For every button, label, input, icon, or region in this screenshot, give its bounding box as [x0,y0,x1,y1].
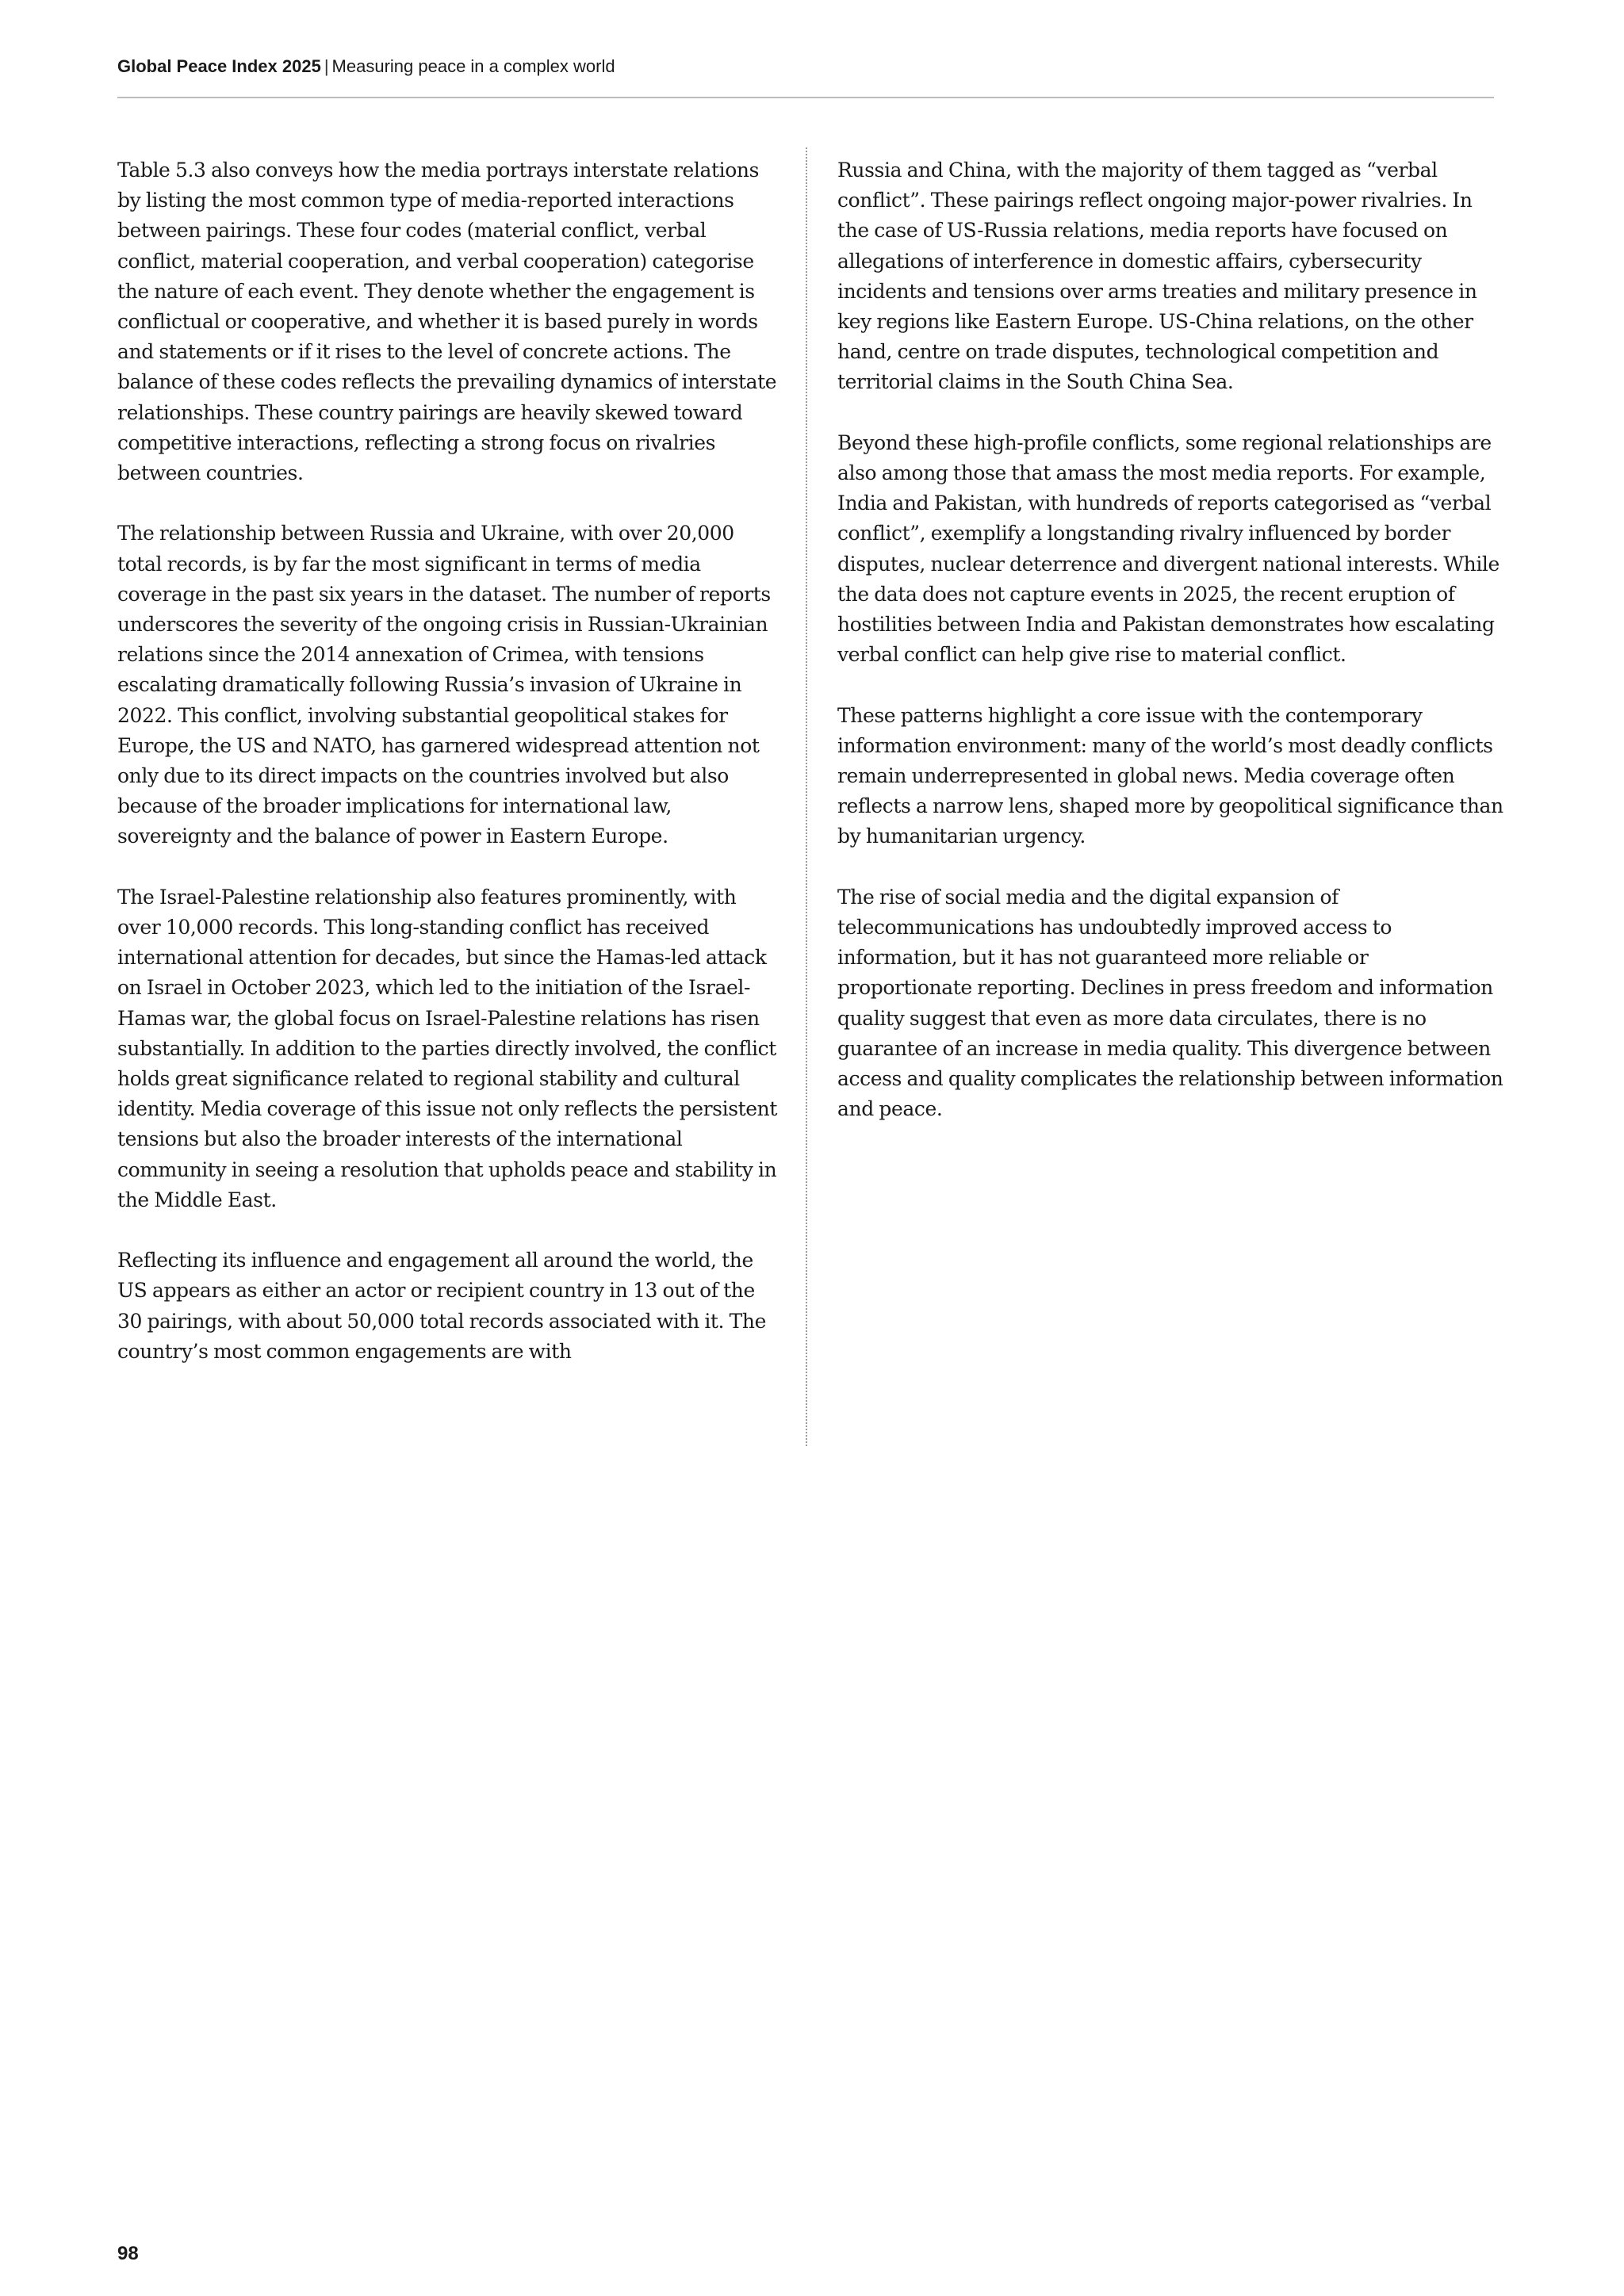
paragraph: The relationship between Russia and Ukraine, with over 20,000 total records, is by far the most significant in terms of media coverage in the past six years in the dataset. The number of reports underscores the severity of the ongoing crisis in Russian-Ukrainian relations since the 2014 annexation of Crimea, with tensions escalating dramatically following Russia’s invasion of Ukraine in 2022. This conflict, involving substantial geopolitical stakes for Europe, the US and NATO, has garnered widespread attention not only due to its direct impacts on the countries involved but also because of the broader implications for international law, sovereignty and the balance of power in Eastern Europe. [117,522,771,848]
header-separator: | [324,56,329,76]
column-divider [806,147,807,1446]
page-number: 98 [117,2243,139,2264]
paragraph: Russia and China, with the majority of them tagged as “verbal conflict”. These pairings reflect ongoing major-power rivalries. In the case of US-Russia relations, media reports have focused on allegations of interference in domestic affairs, cybersecurity incidents and tensions over arms treaties and military presence in key regions like Eastern Europe. US-China relations, on the other hand, centre on trade disputes, technological competition and territorial claims in the South China Sea. [837,159,1477,394]
publication-subtitle: Measuring peace in a complex world [331,56,615,76]
paragraph: Beyond these high-profile conflicts, some regional relationships are also among those that amass the most media reports. For example, India and Pakistan, with hundreds of reports categorised as “verbal conflict”, exemplify a longstanding rivalry influenced by border disputes, nuclear deterrence and divergent national interests. While the data does not capture events in 2025, the recent eruption of hostilities between India and Pakistan demonstrates how escalating verbal conflict can help give rise to material conflict. [837,430,1500,667]
publication-title: Global Peace Index 2025 [117,56,321,76]
running-header [117,54,1494,98]
paragraph: Table 5.3 also conveys how the media portrays interstate relations by listing the most common type of media-reported interactions between pairings. These four codes (material conflict, verbal conflict, material cooperation, and verbal cooperation) categorise the nature of each event. They denote whether the engagement is conflictual or cooperative, and whether it is based purely in words and statements or if it rises to the level of concrete actions. The balance of these codes reflects the prevailing dynamics of interstate relationships. These country pairings are heavily skewed toward competitive interactions, reflecting a strong focus on rivalries between countries. [117,159,777,485]
paragraph: These patterns highlight a core issue with the contemporary information environment: many of the world’s most deadly conflicts remain underrepresented in global news. Media coverage often reflects a narrow lens, shaped more by geopolitical significance than by humanitarian urgency. [837,703,1503,848]
paragraph: The rise of social media and the digital expansion of telecommunications has undoubtedly improved access to information, but it has not guaranteed more reliable or proportionate reporting. Declines in press freedom and information quality suggest that even as more data circulates, there is no guarantee of an increase in media quality. This divergence between access and quality complicates the relationship between information and peace. [837,885,1503,1121]
left-text-column [117,155,783,1397]
right-text-column [837,155,1503,1155]
paragraph: The Israel-Palestine relationship also features prominently, with over 10,000 records. This long-standing conflict has received international attention for decades, but since the Hamas-led attack on Israel in October 2023, which led to the initiation of the Israel-Hamas war, the global focus on Israel-Palestine relations has risen substantially. In addition to the parties directly involved, the conflict holds great significance related to regional stability and cultural identity. Media coverage of this issue not only reflects the persistent tensions but also the broader interests of the international community in seeing a resolution that upholds peace and stability in the Middle East. [117,885,778,1211]
paragraph: Reflecting its influence and engagement all around the world, the US appears as either an actor or recipient country in 13 out of the 30 pairings, with about 50,000 total records associated with it. The country’s most common engagements are with [117,1249,767,1363]
